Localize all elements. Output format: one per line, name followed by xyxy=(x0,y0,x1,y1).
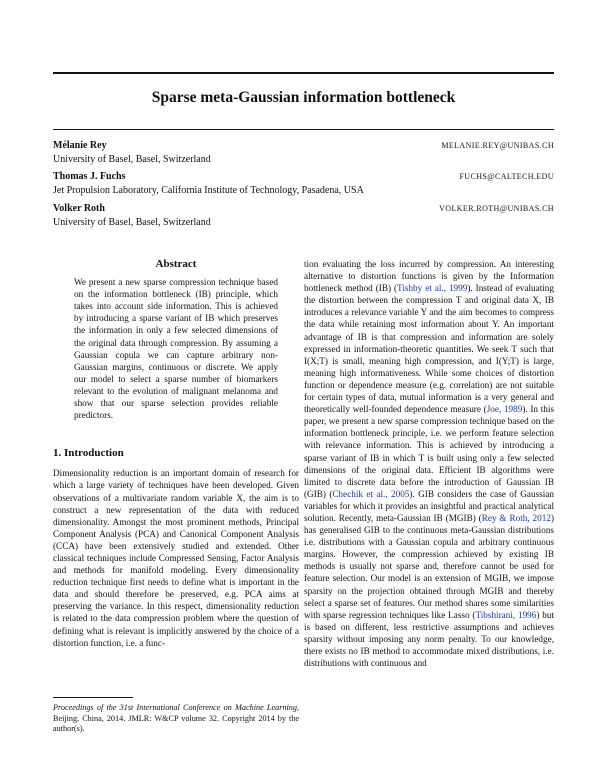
text-run: ). Instead of evaluating the distortion between the compression T and original data X, IB introduces a relevance variable Y and the aim becomes to compress the data while retaining most information about Y. An important advantage of IB is that compression and information are solely expressed in information-theoretic quantities. We seek T such that I(X;T) is small, meaning high compression, and I(Y;T) is large, meaning high informativeness. While some choices of distortion function or dependence measure (e.g. correlation) are not suitable for certain types of data, mutual information is a very general and theoretically well-founded dependence measure ( xyxy=(304,283,554,415)
citation-link[interactable]: Chechik et al., 2005 xyxy=(332,488,410,499)
citation-link[interactable]: Joe, 1989 xyxy=(486,404,523,415)
text-run: tion evaluating the loss incurred by compression. An interesting alternative to distortion functions is given by the Information bottleneck method (IB) ( xyxy=(304,259,554,294)
footnote-venue: Proceedings of the 31st International Conference on Machine Learning xyxy=(53,703,297,712)
abstract-text: We present a new sparse compression technique based on the information bottleneck (IB) principle, which takes into account side information. This is achieved by introducing a sparse variant of IB which preserves the information in only a few selected dimensions of the original data through compression. By assuming a Gaussian copula we can capture arbitrary non-Gaussian margins, continuous or discrete. We apply our model to select a sparse number of biomarkers relevant to the evolution of malignant melanoma and show that our sparse selection provides reliable predictors. xyxy=(74,277,278,421)
author-name: Volker Roth xyxy=(53,203,105,214)
paper-title: Sparse meta-Gaussian information bottleneck xyxy=(151,89,456,106)
abstract-heading: Abstract xyxy=(155,258,197,270)
text-run: ). GIB considers the case of Gaussian variables for which it provides an insightful and practical analytical solution. Recently, meta-Gaussian IB (MGIB) ( xyxy=(304,488,554,523)
text-run: ) but is based on different, less restrictive assumptions and achieves sparsity without imposing any norm penalty. To our knowledge, there exists no IB method to accommodate mixed distributions, i.e. distributions with continuous and xyxy=(304,609,554,669)
citation-link[interactable]: Rey & Roth, 2012 xyxy=(481,512,551,523)
introduction-text: Dimensionality reduction is an important domain of research for which a large variety of techniques have been developed. Given observations of a multivariate random variable X, the aim is to construct a new representation of the data with reduced dimensionality. Amongst the most prominent methods, Principal Component Analysis (PCA) and Canonical Component Analysis (CCA) have been extensively studied and extended. Other classical techniques include Compressed Sensing, Factor Analysis and methods for manifold modeling. Every dimensionality reduction technique first needs to define what is important in the data and should therefore be preserved, e.g. PCA aims at preserving the variance. In this respect, dimensionality reduction is related to the data compression problem where the question of defining what is relevant is implicitly answered by the choice of a distortion function, i.e. a func- xyxy=(53,468,299,648)
left-column xyxy=(53,258,299,649)
author-email[interactable]: FUCHS@CALTECH.EDU xyxy=(459,172,554,181)
introduction-heading: 1. Introduction xyxy=(53,447,124,460)
author-affiliation: University of Basel, Basel, Switzerland xyxy=(53,217,211,228)
author-block xyxy=(53,170,554,198)
author-affiliation: Jet Propulsion Laboratory, California Institute of Technology, Pasadena, USA xyxy=(53,185,364,196)
footnote xyxy=(53,703,299,735)
author-email[interactable]: MELANIE.REY@UNIBAS.CH xyxy=(441,141,554,150)
author-block xyxy=(53,202,554,230)
author-block xyxy=(53,139,554,167)
citation-link[interactable]: Tishby et al., 1999 xyxy=(397,283,468,294)
right-column xyxy=(304,258,554,669)
author-email[interactable]: VOLKER.ROTH@UNIBAS.CH xyxy=(439,204,554,213)
author-name: Mélanie Rey xyxy=(53,140,107,151)
citation-link[interactable]: Tibshirani, 1996 xyxy=(475,609,537,620)
footnote-rule xyxy=(53,697,133,698)
author-affiliation: University of Basel, Basel, Switzerland xyxy=(53,154,211,165)
author-name: Thomas J. Fuchs xyxy=(53,171,126,182)
introduction-continued-text xyxy=(304,258,554,669)
title-bottom-rule xyxy=(53,129,554,130)
text-run: ) has generalised GIB to the continuous meta-Gaussian distributions i.e. distributions with a Gaussian copula and arbitrary continuous margins. However, the compression achieved by existing IB methods is usually not sparse and, therefore cannot be used for feature selection. Our model is an extension of MGIB, we impose sparsity on the projection obtained through MGIB and thereby select a sparse set of features. Our method shares some similarities with sparse regression techniques like Lasso ( xyxy=(304,512,554,620)
footnote-rest: , Beijing, China, 2014. JMLR: W&CP volume 32. Copyright 2014 by the author(s). xyxy=(53,703,299,733)
title-top-rule xyxy=(53,72,554,74)
text-run: ). In this paper, we present a new sparse compression technique based on the information bottleneck principle, i.e. we perform feature selection with relevance information. This is achieved by introducing a sparse variant of IB in which T is built using only a few selected dimensions of the original data. Efficient IB algorithms were limited to discrete data before the introduction of Gaussian IB (GIB) ( xyxy=(304,404,554,499)
